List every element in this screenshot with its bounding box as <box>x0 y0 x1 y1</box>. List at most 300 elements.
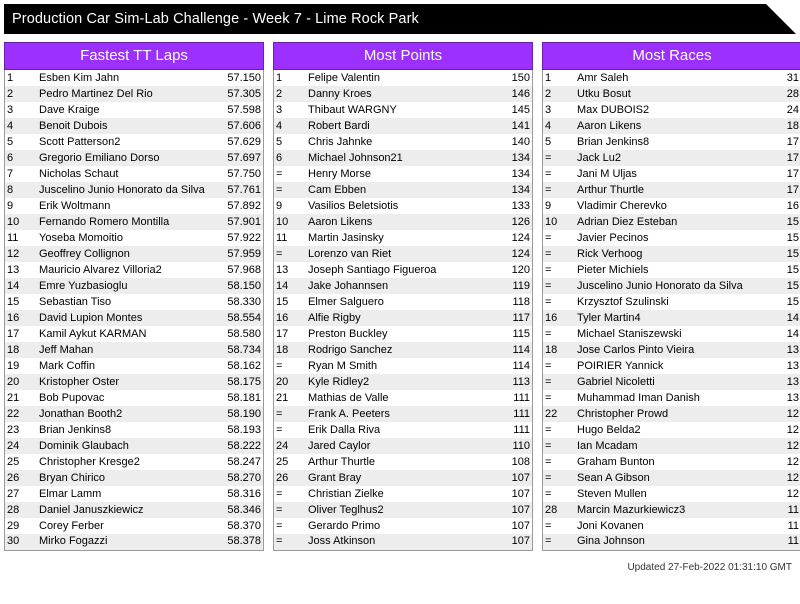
row-value: 12 <box>763 454 800 470</box>
row-driver-name: Jonathan Booth2 <box>37 406 211 422</box>
row-value: 124 <box>494 246 533 262</box>
row-value: 31 <box>763 70 800 86</box>
row-rank: = <box>274 422 307 438</box>
row-driver-name: Amr Saleh <box>575 70 763 86</box>
table-row <box>543 390 800 406</box>
row-rank: 9 <box>543 198 576 214</box>
row-rank: 28 <box>543 502 576 518</box>
row-driver-name: Vladimir Cherevko <box>575 198 763 214</box>
row-value: 114 <box>494 342 533 358</box>
row-driver-name: Mathias de Valle <box>306 390 494 406</box>
row-value: 15 <box>763 246 800 262</box>
row-rank: = <box>274 182 307 198</box>
column-header-most-races: Most Races <box>542 42 800 70</box>
row-value: 134 <box>494 182 533 198</box>
row-rank: 24 <box>274 438 307 454</box>
row-value: 13 <box>763 358 800 374</box>
row-value: 17 <box>763 182 800 198</box>
row-driver-name: Preston Buckley <box>306 326 494 342</box>
row-rank: 11 <box>5 230 38 246</box>
table-row <box>274 198 533 214</box>
row-rank: = <box>543 534 576 550</box>
row-driver-name: Kamil Aykut KARMAN <box>37 326 211 342</box>
table-row <box>274 358 533 374</box>
row-driver-name: Danny Kroes <box>306 86 494 102</box>
row-rank: 1 <box>274 70 307 86</box>
row-rank: 6 <box>274 150 307 166</box>
table-row <box>274 246 533 262</box>
row-rank: 1 <box>543 70 576 86</box>
table-row <box>274 134 533 150</box>
table-row <box>5 262 264 278</box>
row-rank: 15 <box>274 294 307 310</box>
table-row <box>5 182 264 198</box>
row-value: 58.346 <box>211 502 264 518</box>
row-rank: 2 <box>543 86 576 102</box>
table-row <box>5 230 264 246</box>
row-rank: 18 <box>5 342 38 358</box>
row-driver-name: Sean A Gibson <box>575 470 763 486</box>
table-most-races <box>542 70 800 551</box>
row-value: 12 <box>763 406 800 422</box>
row-value: 13 <box>763 374 800 390</box>
row-value: 118 <box>494 294 533 310</box>
row-rank: = <box>543 326 576 342</box>
row-value: 114 <box>494 358 533 374</box>
row-value: 17 <box>763 166 800 182</box>
row-rank: = <box>543 230 576 246</box>
row-rank: 10 <box>543 214 576 230</box>
row-driver-name: Elmar Lamm <box>37 486 211 502</box>
row-rank: 1 <box>5 70 38 86</box>
table-row <box>543 406 800 422</box>
table-row <box>543 310 800 326</box>
row-driver-name: Brian Jenkins8 <box>575 134 763 150</box>
row-rank: = <box>543 422 576 438</box>
row-value: 107 <box>494 470 533 486</box>
row-rank: 9 <box>5 198 38 214</box>
table-row <box>274 262 533 278</box>
row-rank: 22 <box>5 406 38 422</box>
row-rank: 29 <box>5 518 38 534</box>
row-driver-name: Joseph Santiago Figueroa <box>306 262 494 278</box>
table-row <box>5 422 264 438</box>
table-row <box>543 86 800 102</box>
table-row <box>274 406 533 422</box>
row-value: 24 <box>763 102 800 118</box>
table-row <box>274 294 533 310</box>
table-row <box>274 390 533 406</box>
row-rank: 16 <box>274 310 307 326</box>
row-driver-name: Daniel Januszkiewicz <box>37 502 211 518</box>
row-value: 145 <box>494 102 533 118</box>
row-value: 141 <box>494 118 533 134</box>
row-driver-name: Christopher Prowd <box>575 406 763 422</box>
row-rank: = <box>543 390 576 406</box>
table-row <box>5 358 264 374</box>
row-rank: 4 <box>274 118 307 134</box>
row-rank: 4 <box>543 118 576 134</box>
table-row <box>274 470 533 486</box>
row-value: 11 <box>763 534 800 550</box>
row-driver-name: Gerardo Primo <box>306 518 494 534</box>
row-driver-name: Bryan Chirico <box>37 470 211 486</box>
row-value: 57.901 <box>211 214 264 230</box>
row-rank: 5 <box>5 134 38 150</box>
table-row <box>274 422 533 438</box>
row-driver-name: Vasilios Beletsiotis <box>306 198 494 214</box>
row-value: 111 <box>494 422 533 438</box>
row-rank: 14 <box>274 278 307 294</box>
table-row <box>5 470 264 486</box>
row-rank: = <box>543 470 576 486</box>
table-row <box>5 374 264 390</box>
column-header-fastest-tt-laps: Fastest TT Laps <box>4 42 264 70</box>
row-rank: 16 <box>543 310 576 326</box>
table-row <box>543 422 800 438</box>
row-rank: 30 <box>5 534 38 550</box>
row-rank: 3 <box>543 102 576 118</box>
table-row <box>543 134 800 150</box>
row-driver-name: Chris Jahnke <box>306 134 494 150</box>
row-value: 110 <box>494 438 533 454</box>
table-row <box>5 214 264 230</box>
row-driver-name: Ryan M Smith <box>306 358 494 374</box>
column-fastest-tt-laps <box>4 42 264 551</box>
table-row <box>274 326 533 342</box>
table-row <box>543 358 800 374</box>
row-driver-name: Juscelino Junio Honorato da Silva <box>575 278 763 294</box>
row-driver-name: Bob Pupovac <box>37 390 211 406</box>
row-value: 13 <box>763 390 800 406</box>
row-driver-name: Jack Lu2 <box>575 150 763 166</box>
table-row <box>543 150 800 166</box>
table-row <box>274 182 533 198</box>
row-rank: 2 <box>274 86 307 102</box>
row-driver-name: Jani M Uljas <box>575 166 763 182</box>
row-value: 111 <box>494 406 533 422</box>
table-row <box>5 390 264 406</box>
table-row <box>274 438 533 454</box>
row-rank: 26 <box>5 470 38 486</box>
row-driver-name: Krzysztof Szulinski <box>575 294 763 310</box>
row-rank: 7 <box>5 166 38 182</box>
table-row <box>543 278 800 294</box>
row-value: 57.892 <box>211 198 264 214</box>
row-rank: = <box>274 486 307 502</box>
row-value: 58.222 <box>211 438 264 454</box>
row-rank: 5 <box>274 134 307 150</box>
table-row <box>543 230 800 246</box>
row-value: 15 <box>763 262 800 278</box>
row-driver-name: Arthur Thurtle <box>306 454 494 470</box>
row-driver-name: Adrian Diez Esteban <box>575 214 763 230</box>
row-value: 108 <box>494 454 533 470</box>
row-value: 107 <box>494 518 533 534</box>
row-value: 15 <box>763 278 800 294</box>
table-row <box>543 118 800 134</box>
row-rank: 15 <box>5 294 38 310</box>
row-value: 115 <box>494 326 533 342</box>
column-most-points <box>273 42 533 551</box>
row-driver-name: Geoffrey Collignon <box>37 246 211 262</box>
table-row <box>274 214 533 230</box>
row-rank: 17 <box>274 326 307 342</box>
row-driver-name: Sebastian Tiso <box>37 294 211 310</box>
row-rank: 3 <box>274 102 307 118</box>
row-value: 126 <box>494 214 533 230</box>
row-driver-name: Pieter Michiels <box>575 262 763 278</box>
table-row <box>5 310 264 326</box>
row-rank: 12 <box>5 246 38 262</box>
row-value: 13 <box>763 342 800 358</box>
leaderboard-columns <box>0 34 800 551</box>
row-value: 150 <box>494 70 533 86</box>
row-driver-name: Gina Johnson <box>575 534 763 550</box>
table-row <box>274 518 533 534</box>
table-row <box>543 166 800 182</box>
row-value: 17 <box>763 150 800 166</box>
row-value: 107 <box>494 534 533 550</box>
table-row <box>5 278 264 294</box>
table-row <box>274 70 533 86</box>
updated-timestamp: Updated 27-Feb-2022 01:31:10 GMT <box>627 562 792 573</box>
row-driver-name: Corey Ferber <box>37 518 211 534</box>
table-row <box>543 502 800 518</box>
table-row <box>274 342 533 358</box>
table-row <box>543 326 800 342</box>
row-driver-name: Steven Mullen <box>575 486 763 502</box>
table-row <box>543 182 800 198</box>
row-value: 58.734 <box>211 342 264 358</box>
row-value: 11 <box>763 502 800 518</box>
row-rank: 19 <box>5 358 38 374</box>
row-driver-name: Oliver Teglhus2 <box>306 502 494 518</box>
table-row <box>543 246 800 262</box>
table-row <box>543 470 800 486</box>
row-value: 57.150 <box>211 70 264 86</box>
table-row <box>5 294 264 310</box>
row-driver-name: Thibaut WARGNY <box>306 102 494 118</box>
row-value: 57.697 <box>211 150 264 166</box>
table-row <box>543 102 800 118</box>
row-driver-name: Aaron Likens <box>306 214 494 230</box>
row-value: 58.580 <box>211 326 264 342</box>
row-rank: = <box>543 150 576 166</box>
table-row <box>274 502 533 518</box>
row-driver-name: Javier Pecinos <box>575 230 763 246</box>
table-row <box>274 166 533 182</box>
table-row <box>274 118 533 134</box>
table-row <box>543 342 800 358</box>
row-driver-name: Cam Ebben <box>306 182 494 198</box>
row-driver-name: Lorenzo van Riet <box>306 246 494 262</box>
row-driver-name: Robert Bardi <box>306 118 494 134</box>
row-rank: = <box>274 534 307 550</box>
row-driver-name: Jose Carlos Pinto Vieira <box>575 342 763 358</box>
table-row <box>5 342 264 358</box>
row-value: 120 <box>494 262 533 278</box>
row-driver-name: Michael Johnson21 <box>306 150 494 166</box>
row-value: 133 <box>494 198 533 214</box>
row-rank: 16 <box>5 310 38 326</box>
row-rank: 20 <box>274 374 307 390</box>
row-driver-name: Graham Bunton <box>575 454 763 470</box>
row-rank: 18 <box>274 342 307 358</box>
row-driver-name: Rodrigo Sanchez <box>306 342 494 358</box>
row-value: 58.150 <box>211 278 264 294</box>
row-value: 58.370 <box>211 518 264 534</box>
row-driver-name: Grant Bray <box>306 470 494 486</box>
row-rank: 11 <box>274 230 307 246</box>
row-value: 14 <box>763 310 800 326</box>
row-driver-name: Joss Atkinson <box>306 534 494 550</box>
row-driver-name: Gabriel Nicoletti <box>575 374 763 390</box>
row-rank: 2 <box>5 86 38 102</box>
row-driver-name: Scott Patterson2 <box>37 134 211 150</box>
row-value: 15 <box>763 230 800 246</box>
table-row <box>543 486 800 502</box>
row-rank: = <box>274 166 307 182</box>
table-row <box>274 486 533 502</box>
row-driver-name: Felipe Valentin <box>306 70 494 86</box>
row-value: 57.922 <box>211 230 264 246</box>
row-rank: 25 <box>5 454 38 470</box>
row-rank: 22 <box>543 406 576 422</box>
row-value: 12 <box>763 438 800 454</box>
table-row <box>274 86 533 102</box>
row-value: 58.378 <box>211 534 264 550</box>
table-row <box>5 454 264 470</box>
row-driver-name: Juscelino Junio Honorato da Silva <box>37 182 211 198</box>
row-driver-name: Marcin Mazurkiewicz3 <box>575 502 763 518</box>
row-value: 117 <box>494 310 533 326</box>
row-value: 58.270 <box>211 470 264 486</box>
row-driver-name: Christopher Kresge2 <box>37 454 211 470</box>
row-driver-name: Yoseba Momoitio <box>37 230 211 246</box>
table-row <box>274 374 533 390</box>
row-value: 58.175 <box>211 374 264 390</box>
titlebar-corner-notch <box>766 4 796 34</box>
row-driver-name: Henry Morse <box>306 166 494 182</box>
row-rank: = <box>543 278 576 294</box>
row-rank: 28 <box>5 502 38 518</box>
table-row <box>543 438 800 454</box>
row-value: 57.761 <box>211 182 264 198</box>
row-value: 107 <box>494 502 533 518</box>
row-value: 119 <box>494 278 533 294</box>
row-rank: 17 <box>5 326 38 342</box>
table-row <box>274 310 533 326</box>
page-title: Production Car Sim-Lab Challenge - Week 7 - Lime Rock Park <box>4 11 419 27</box>
table-row <box>5 502 264 518</box>
row-driver-name: Max DUBOIS2 <box>575 102 763 118</box>
row-value: 58.330 <box>211 294 264 310</box>
row-driver-name: Muhammad Iman Danish <box>575 390 763 406</box>
table-row <box>5 102 264 118</box>
row-value: 58.316 <box>211 486 264 502</box>
row-driver-name: Mauricio Alvarez Villoria2 <box>37 262 211 278</box>
row-driver-name: Alfie Rigby <box>306 310 494 326</box>
row-rank: = <box>543 486 576 502</box>
table-row <box>5 518 264 534</box>
row-rank: 13 <box>274 262 307 278</box>
row-driver-name: Kyle Ridley2 <box>306 374 494 390</box>
row-rank: 26 <box>274 470 307 486</box>
row-rank: 4 <box>5 118 38 134</box>
row-driver-name: Dave Kraige <box>37 102 211 118</box>
table-row <box>5 486 264 502</box>
row-rank: = <box>543 294 576 310</box>
table-row <box>274 150 533 166</box>
table-row <box>5 86 264 102</box>
table-most-points <box>273 70 533 551</box>
row-value: 14 <box>763 326 800 342</box>
row-rank: = <box>543 374 576 390</box>
row-driver-name: Rick Verhoog <box>575 246 763 262</box>
table-row <box>5 534 264 550</box>
table-row <box>5 246 264 262</box>
row-rank: 13 <box>5 262 38 278</box>
row-value: 15 <box>763 294 800 310</box>
row-driver-name: Emre Yuzbasioglu <box>37 278 211 294</box>
table-row <box>5 326 264 342</box>
row-rank: = <box>543 182 576 198</box>
row-value: 113 <box>494 374 533 390</box>
row-rank: 21 <box>5 390 38 406</box>
row-value: 124 <box>494 230 533 246</box>
row-rank: = <box>274 358 307 374</box>
row-rank: 8 <box>5 182 38 198</box>
row-driver-name: David Lupion Montes <box>37 310 211 326</box>
table-row <box>5 118 264 134</box>
row-value: 57.629 <box>211 134 264 150</box>
row-driver-name: Fernando Romero Montilla <box>37 214 211 230</box>
row-rank: = <box>274 518 307 534</box>
row-driver-name: Jared Caylor <box>306 438 494 454</box>
row-value: 57.305 <box>211 86 264 102</box>
row-value: 57.968 <box>211 262 264 278</box>
table-row <box>543 262 800 278</box>
row-driver-name: Mark Coffin <box>37 358 211 374</box>
row-rank: = <box>543 454 576 470</box>
row-value: 57.959 <box>211 246 264 262</box>
table-row <box>274 534 533 550</box>
row-value: 57.750 <box>211 166 264 182</box>
row-rank: 25 <box>274 454 307 470</box>
table-row <box>543 198 800 214</box>
table-row <box>274 230 533 246</box>
row-value: 28 <box>763 86 800 102</box>
table-fastest-tt-laps <box>4 70 264 551</box>
table-row <box>543 214 800 230</box>
table-row <box>543 374 800 390</box>
row-value: 18 <box>763 118 800 134</box>
row-driver-name: Kristopher Oster <box>37 374 211 390</box>
table-row <box>274 278 533 294</box>
row-value: 146 <box>494 86 533 102</box>
row-driver-name: Christian Zielke <box>306 486 494 502</box>
row-driver-name: POIRIER Yannick <box>575 358 763 374</box>
row-driver-name: Hugo Belda2 <box>575 422 763 438</box>
row-value: 111 <box>494 390 533 406</box>
table-row <box>5 166 264 182</box>
row-driver-name: Frank A. Peeters <box>306 406 494 422</box>
row-driver-name: Aaron Likens <box>575 118 763 134</box>
row-value: 58.554 <box>211 310 264 326</box>
row-rank: 10 <box>5 214 38 230</box>
row-driver-name: Elmer Salguero <box>306 294 494 310</box>
